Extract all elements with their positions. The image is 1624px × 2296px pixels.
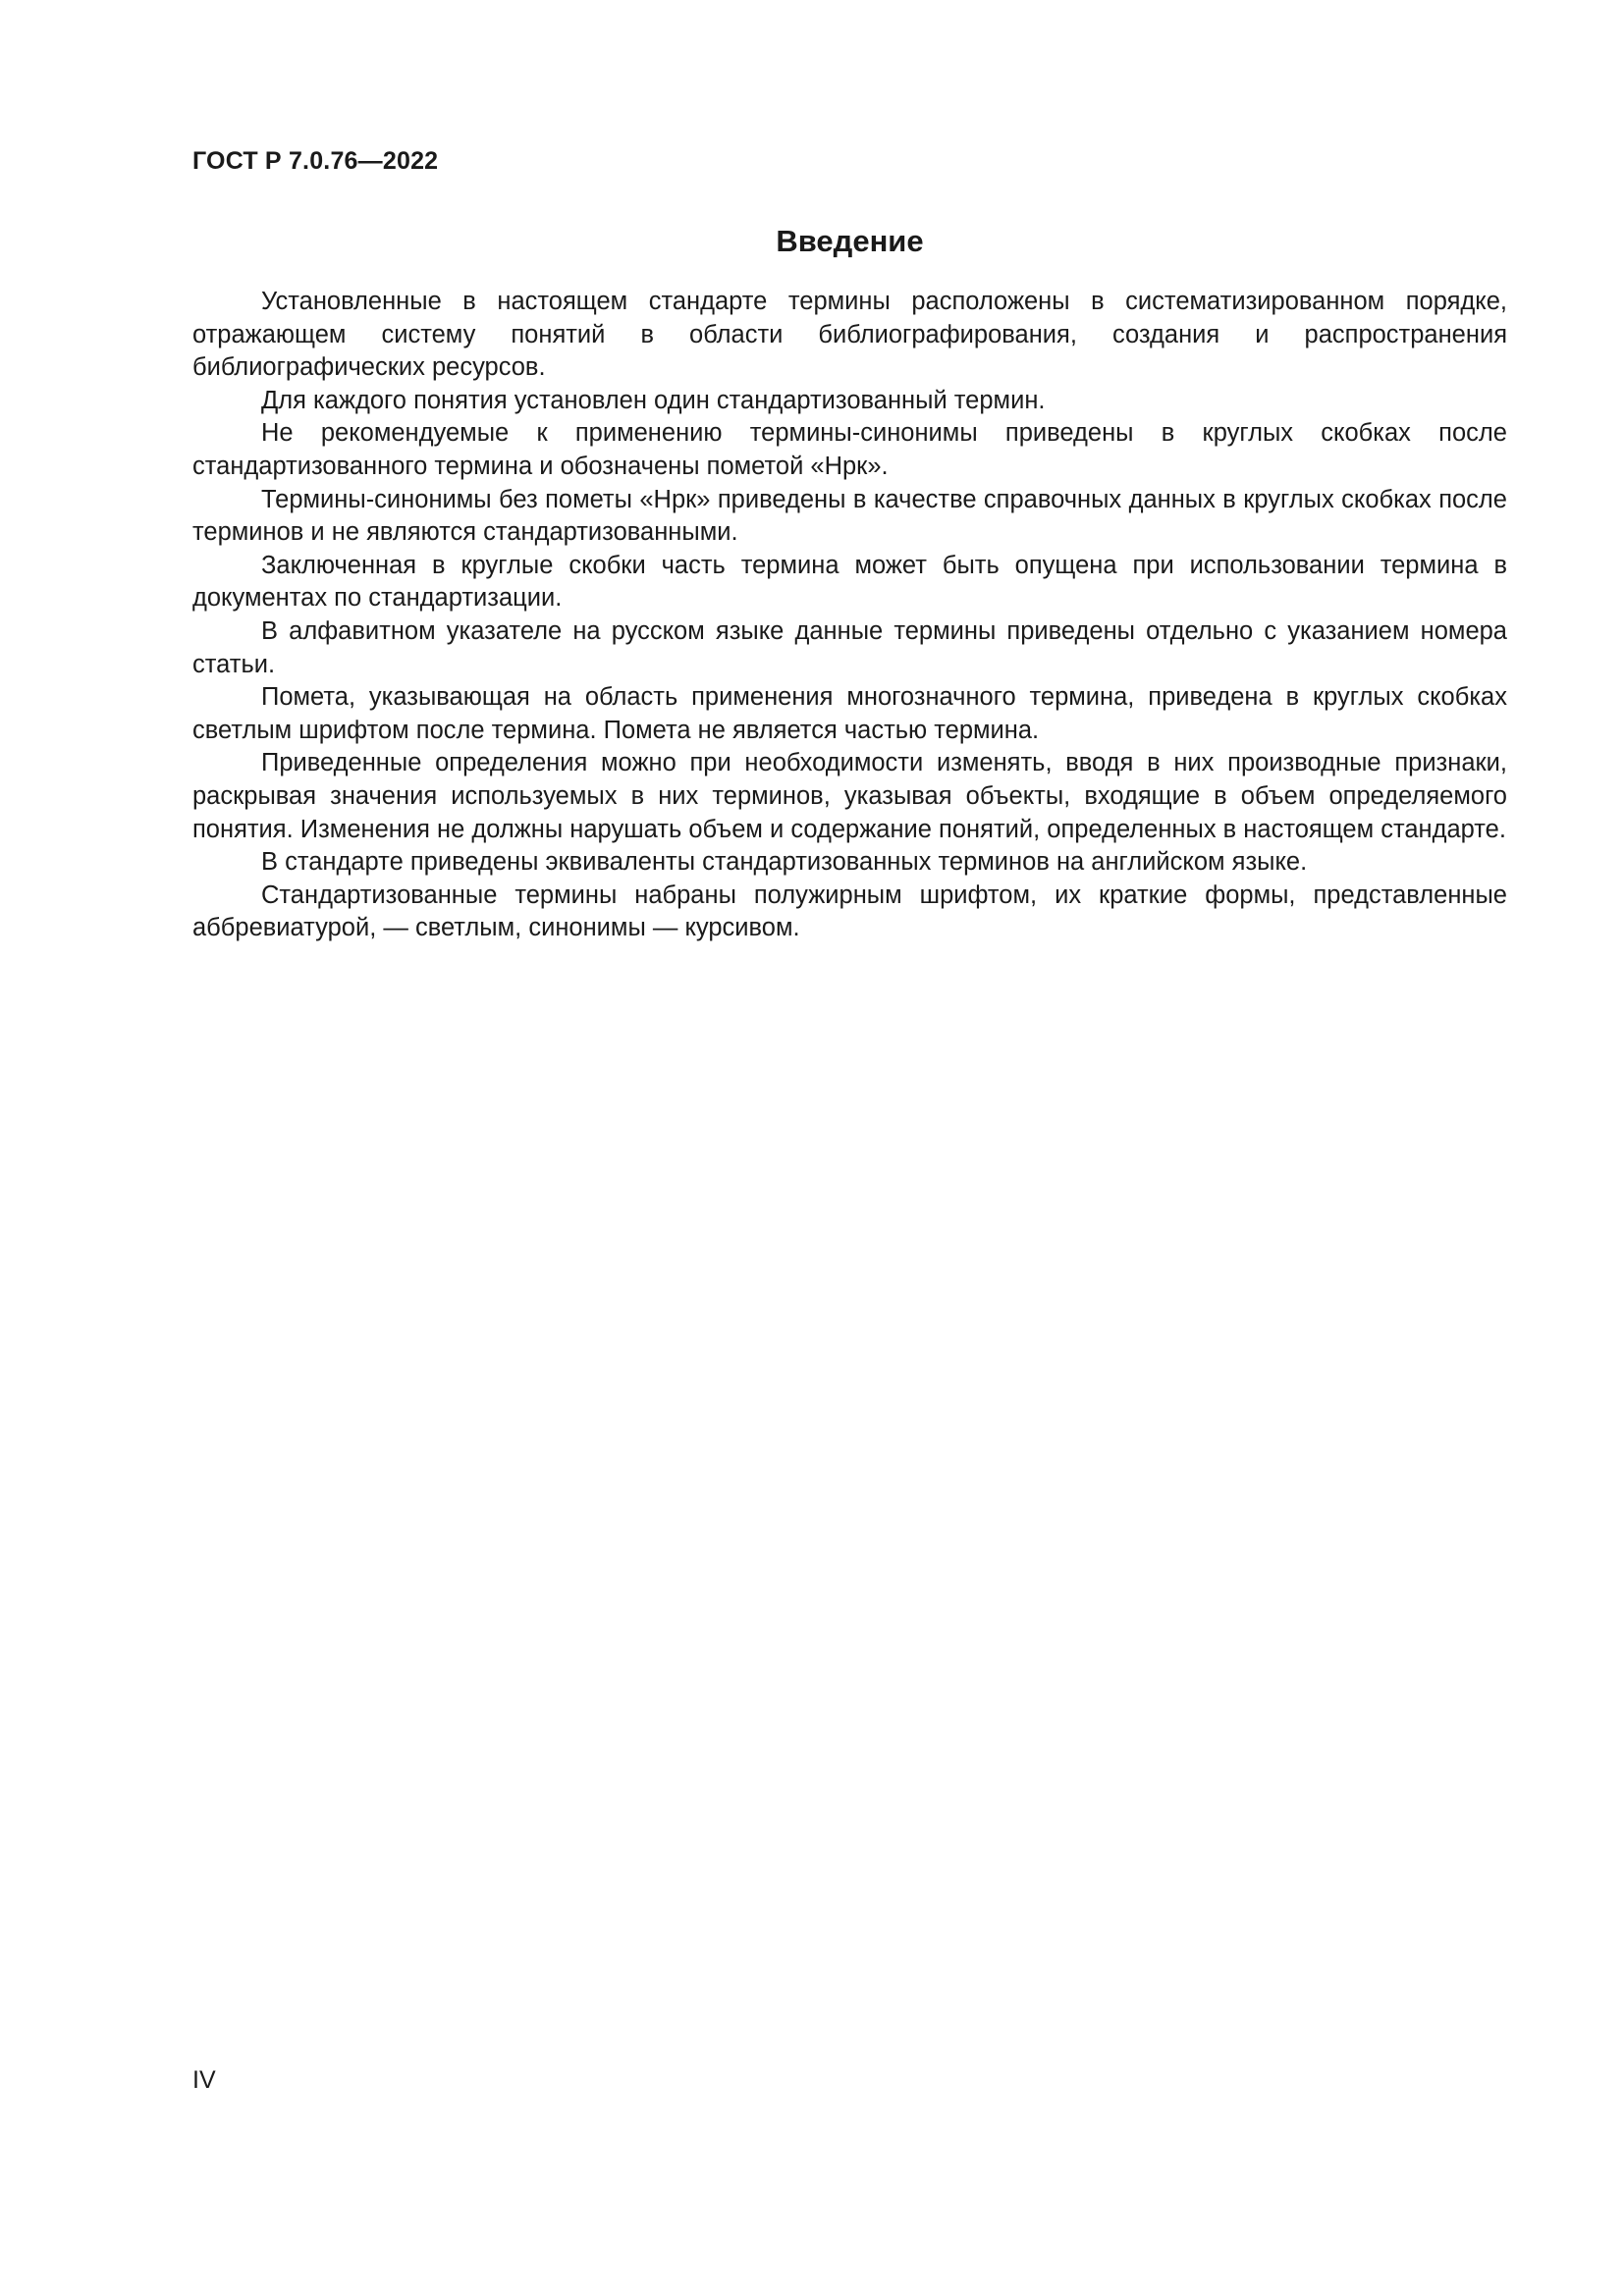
paragraph-5: Заключенная в круглые скобки часть термина может быть опущена при использовании термина в документах по стандартизации. xyxy=(192,551,1507,613)
paragraph-7: Помета, указывающая на область применения многозначного термина, приведена в круглых скобках светлым шрифтом после термина. Помета не является частью термина. xyxy=(192,683,1507,744)
paragraph-1: Установленные в настоящем стандарте термины расположены в систематизированном порядке, отражающем систему понятий в области библиографирования, создания и распространения библиографических ресурсов. xyxy=(192,288,1507,382)
paragraph-4: Термины-синонимы без пометы «Нрк» приведены в качестве справочных данных в круглых скобках после терминов и не являются стандартизованными. xyxy=(192,485,1507,547)
paragraph-6: В алфавитном указателе на русском языке данные термины приведены отдельно с указанием номера статьи. xyxy=(192,616,1507,678)
paragraph-10: Стандартизованные термины набраны полужирным шрифтом, их краткие формы, представленные аббревиатурой, — светлым, синонимы — курсивом. xyxy=(192,881,1507,942)
paragraph-9: В стандарте приведены эквиваленты стандартизованных терминов на английском языке. xyxy=(261,848,1308,877)
paragraph-2: Для каждого понятия установлен один стандартизованный термин. xyxy=(261,386,1046,414)
page-number: IV xyxy=(192,2066,216,2094)
paragraph-3: Не рекомендуемые к применению термины-синонимы приведены в круглых скобках после стандартизованного термина и обозначены пометой «Нрк». xyxy=(192,419,1507,480)
document-id-header: ГОСТ Р 7.0.76—2022 xyxy=(192,147,439,175)
introduction-body xyxy=(192,286,1507,945)
paragraph-8: Приведенные определения можно при необходимости изменять, вводя в них производные признаки, раскрывая значения используемых в них терминов, указывая объекты, входящие в объем определяемого понятия. Изменения не должны нарушать объем и содержание понятий, определенных в настоящем стандарте. xyxy=(192,749,1507,843)
section-title: Введение xyxy=(776,224,924,258)
